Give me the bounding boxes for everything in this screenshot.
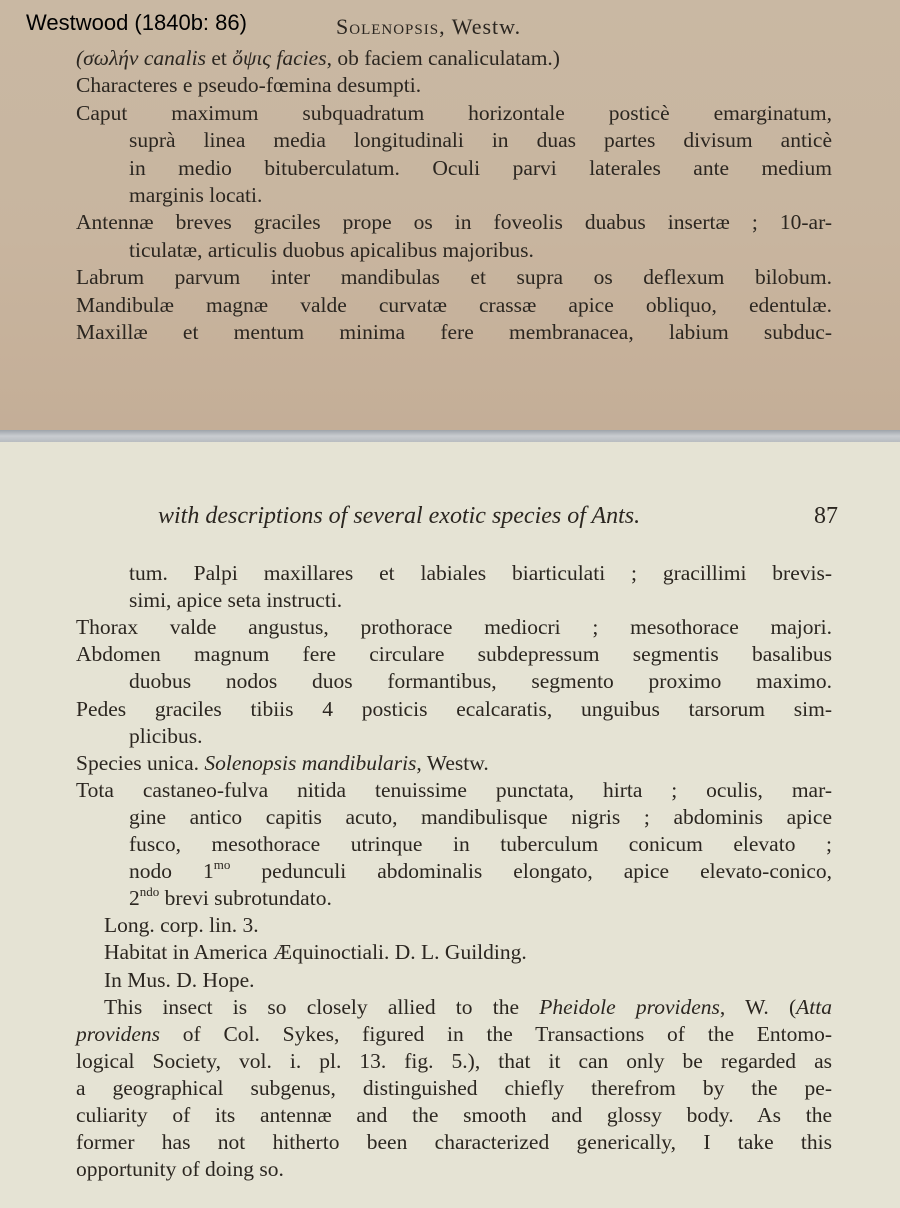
running-head-top (336, 14, 521, 40)
text-run: , W. ( (719, 994, 797, 1019)
running-head-title: with descriptions of several exotic species of Ants. (158, 503, 641, 529)
text-run: in medio bituberculatum. Oculi parvi laterales ante medium (129, 155, 832, 180)
text-line (129, 155, 832, 182)
running-head-author: , Westw. (439, 14, 522, 39)
running-head-bottom (158, 503, 838, 530)
text-line (129, 668, 832, 695)
text-line (76, 1156, 832, 1183)
text-run: nodo 1 (129, 859, 214, 884)
text-line (76, 641, 832, 668)
text-line (129, 237, 832, 264)
text-run: Labrum parvum inter mandibulas et supra os deflexum bilobum. (76, 265, 832, 290)
italic-text: providens (76, 1021, 160, 1046)
text-run: duobus nodos duos formantibus, segmento proximo maximo. (129, 669, 832, 694)
text-line (104, 912, 832, 939)
text-line (76, 292, 832, 319)
italic-text: (σωλήν (76, 46, 144, 70)
text-line (76, 777, 832, 804)
text-run: Thorax valde angustus, prothorace mediocri ; mesothorace majori. (76, 615, 832, 640)
text-run: pedunculi abdominalis elongato, apice elevato-conico, (230, 859, 832, 884)
citation-label: Westwood (1840b: 86) (26, 10, 247, 35)
text-run: culiarity of its antennæ and the smooth and glossy body. As the (76, 1103, 832, 1127)
text-run: This insect is so closely allied to the (104, 994, 540, 1019)
text-run: Habitat in America Æquinoctiali. D. L. Guilding. (104, 940, 527, 965)
text-line (129, 831, 832, 858)
text-line (76, 45, 832, 72)
text-run: Mandibulæ magnæ valde curvatæ crassæ apice obliquo, edentulæ. (76, 292, 832, 317)
text-line (76, 1102, 832, 1129)
text-run: suprà linea media longitudinali in duas partes divisum anticè (129, 128, 832, 153)
italic-text: ὄψις facies (232, 46, 327, 70)
text-line (129, 127, 832, 154)
italic-text: Pheidole providens (539, 994, 720, 1019)
italic-text: Solenopsis mandibularis (204, 750, 417, 775)
text-line (76, 1048, 832, 1075)
text-run: ticulatæ, articulis duobus apicalibus majoribus. (129, 237, 534, 262)
superscript: mo (213, 857, 231, 873)
text-run: former has not hitherto been characterized generically, I take this (76, 1130, 832, 1155)
text-run: brevi subrotundato. (159, 886, 332, 911)
page-number: 87 (814, 503, 838, 529)
text-line (76, 264, 832, 291)
text-run: tum. Palpi maxillares et labiales biarticulati ; gracillimi brevis- (129, 561, 832, 585)
text-line (129, 858, 832, 885)
text-line (129, 885, 832, 912)
text-run: fusco, mesothorace utrinque in tuberculum conicum elevato ; (129, 832, 832, 856)
text-run: opportunity of doing so. (76, 1157, 284, 1182)
text-run: Long. corp. lin. 3. (104, 913, 259, 938)
text-line (76, 319, 832, 346)
italic-text: canalis (143, 46, 206, 70)
text-run: Abdomen magnum fere circulare subdepressum segmentis basalibus (76, 642, 832, 667)
text-run: Tota castaneo-fulva nitida tenuissime punctata, hirta ; oculis, mar- (76, 777, 832, 802)
text-run: Antennæ breves graciles prope os in foveolis duabus insertæ ; 10-ar- (76, 210, 832, 235)
text-run: a geographical subgenus, distinguished chiefly therefrom by the pe- (76, 1075, 832, 1100)
text-run: , Westw. (416, 750, 489, 775)
text-run: logical Society, vol. i. pl. 13. fig. 5.), that it can only be regarded as (76, 1048, 832, 1073)
text-line (129, 723, 832, 750)
text-line (104, 939, 832, 966)
text-run: of Col. Sykes, figured in the Transactions of the Entomo- (160, 1021, 832, 1046)
text-run: et (205, 46, 233, 70)
text-line (76, 100, 832, 127)
text-line (129, 804, 832, 831)
text-line (129, 182, 832, 209)
text-run: gine antico capitis acuto, mandibulisque nigris ; abdominis apice (129, 804, 832, 829)
text-run: In Mus. D. Hope. (104, 967, 255, 992)
text-line (76, 614, 832, 641)
text-line (104, 967, 832, 994)
text-line (76, 209, 832, 236)
superscript: ndo (139, 884, 160, 900)
text-line (76, 696, 832, 723)
text-run: marginis locati. (129, 183, 263, 207)
text-line (104, 994, 832, 1021)
text-line (76, 1021, 832, 1048)
text-run: Pedes graciles tibiis 4 posticis ecalcaratis, unguibus tarsorum sim- (76, 696, 832, 721)
text-run: 2 (129, 886, 140, 911)
text-run: Species unica. (76, 750, 205, 775)
text-run: Maxillæ et mentum minima fere membranacea, labium subduc- (76, 320, 832, 344)
text-run: , ob faciem canaliculatam.) (326, 46, 560, 70)
text-run: simi, apice seta instructi. (129, 588, 343, 613)
text-run: Caput maximum subquadratum horizontale posticè emarginatum, (76, 100, 832, 125)
text-line (76, 1129, 832, 1156)
page-divider (0, 430, 900, 442)
text-line (129, 560, 832, 587)
text-line (129, 587, 832, 614)
text-run: Characteres e pseudo-fœmina desumpti. (76, 73, 422, 98)
italic-text: Atta (796, 994, 832, 1019)
text-line (76, 72, 832, 99)
running-head-genus: Solenopsis (336, 14, 440, 39)
text-line (76, 750, 832, 777)
text-run: plicibus. (129, 723, 203, 748)
text-line (76, 1075, 832, 1102)
